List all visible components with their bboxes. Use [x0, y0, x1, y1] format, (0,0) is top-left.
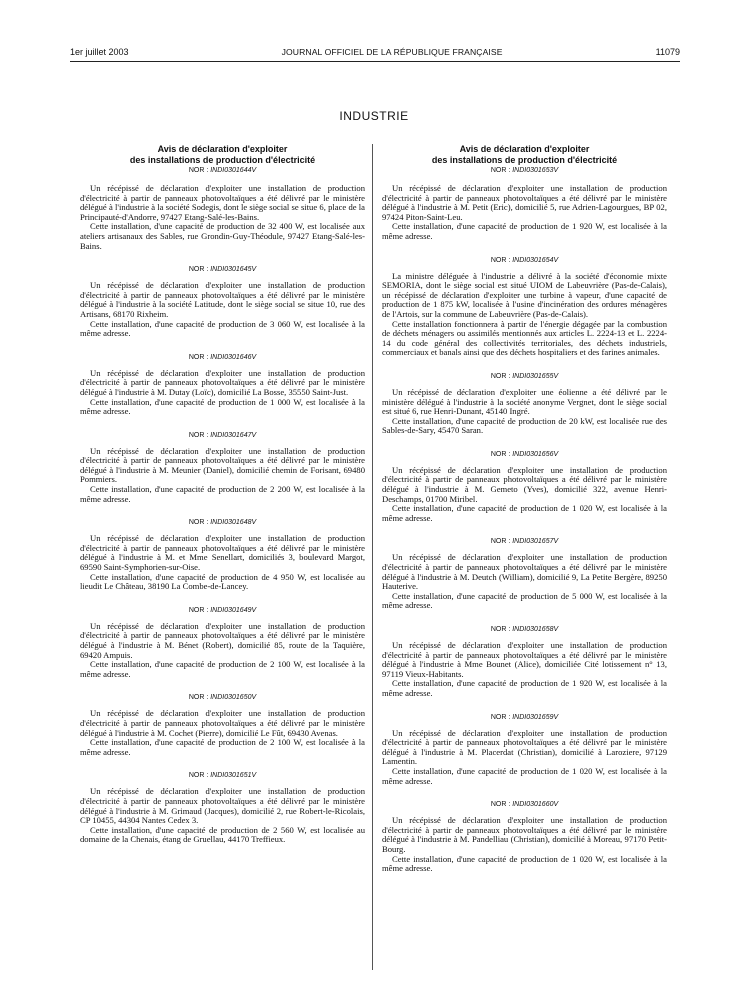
nor-reference [80, 353, 365, 363]
nor-label: NOR : [490, 256, 511, 264]
article-title-line-1: Avis de déclaration d'exploiter [157, 144, 288, 154]
nor-reference [382, 713, 667, 723]
nor-label: NOR : [188, 266, 209, 274]
nor-reference [382, 450, 667, 460]
nor-reference [382, 625, 667, 635]
nor-label: NOR : [188, 606, 209, 614]
column-divider [372, 144, 373, 970]
article-title [80, 144, 365, 165]
notice-paragraph: La ministre déléguée à l'industrie a délivré à la société d'économie mixte SEMORIA, dont le siège social est situé UIOM de Labeuvrière (Pas-de-Calais), un récépissé de déclaration d'exploiter une turbine à vapeur, d'une capacité de production de 1 875 kW, localisée à l'usine d'incinération des ordures ménagères de l'Artois, sur la commune de Labeuvrière (Pas-de-Calais). [382, 270, 667, 319]
notice-paragraph: Cette installation, d'une capacité de production de 2 200 W, est localisée à la même adresse. [80, 484, 365, 504]
page-number: 11079 [655, 47, 680, 57]
notice [382, 166, 667, 242]
nor-reference [80, 771, 365, 781]
nor-label: NOR : [490, 626, 511, 633]
section-title: INDUSTRIE [339, 109, 409, 123]
notice [80, 606, 365, 680]
nor-code: INDI0301656V [512, 450, 559, 458]
notice-paragraph: Un récépissé de déclaration d'exploiter une installation de production d'électricité à partir de panneaux photovoltaïques a été délivré par le ministère délégué à l'industrie à Mme Bounet (Alice), domiciliée Cité lotissement n° 13, 97119 Vieux-Habitants. [382, 640, 667, 679]
nor-code: INDI0301658V [512, 626, 559, 633]
notice-paragraph: Un récépissé de déclaration d'exploiter une installation de production d'électricité à partir de panneaux photovoltaïques a été délivré par le ministère délégué à l'industrie à M. Gemeto (Yves), domicilié 322, avenue Henri-Deschamps, 01700 Miribel. [382, 464, 667, 504]
nor-label: NOR : [188, 167, 209, 174]
notice-paragraph: Un récépissé de déclaration d'exploiter une éolienne a été délivré par le ministère délégué à l'industrie à la société anonyme Vergnet, dont le siège social est situé 6, rue Henri-Dunant, 45140 Ingré. [382, 386, 667, 417]
notice-paragraph: Cette installation, d'une capacité de production de 2 100 W, est localisée à la même adresse. [80, 659, 365, 679]
nor-reference [80, 606, 365, 616]
nor-code: INDI0301654V [512, 256, 559, 264]
nor-code: INDI0301645V [210, 266, 257, 274]
issue-date: 1er juillet 2003 [70, 47, 129, 57]
nor-label: NOR : [490, 372, 511, 380]
notice-paragraph: Un récépissé de déclaration d'exploiter une installation de production d'électricité à partir de panneaux photovoltaïques a été délivré par le ministère délégué à l'industrie à M. Grimaud (Jacques), domicilié 2, rue Robert-le-Ricolais, CP 10455, 44304 Nantes Cedex 3. [80, 786, 365, 826]
nor-label: NOR : [490, 801, 511, 809]
nor-label: NOR : [490, 538, 511, 546]
notice [80, 166, 365, 251]
nor-code: INDI0301646V [210, 353, 257, 361]
notice-paragraph: Un récépissé de déclaration d'exploiter une installation de production d'électricité à partir de panneaux photovoltaïques a été délivré par le ministère délégué à l'industrie à la société Latitude, dont le siège social se situe 10, rue des Artisans, 68170 Rixheim. [80, 280, 365, 319]
nor-code: INDI0301653V [512, 167, 559, 174]
nor-label: NOR : [188, 353, 209, 361]
notice-paragraph: Un récépissé de déclaration d'exploiter une installation de production d'électricité à partir de panneaux photovoltaïques a été délivré par le ministère délégué à l'industrie à M. Placerdat (Christian), domicilié à Laroziere, 97129 Lamentin. [382, 727, 667, 767]
nor-code: INDI0301649V [210, 606, 257, 614]
notice [382, 256, 667, 358]
notice [382, 800, 667, 874]
notice-paragraph: Cette installation, d'une capacité de production de 2 100 W, est localisée à la même adresse. [80, 737, 365, 757]
notice-paragraph: Cette installation, d'une capacité de production de 1 000 W, est localisée à la même adresse. [80, 396, 365, 417]
article-title [382, 144, 667, 165]
notice [80, 431, 365, 505]
nor-reference [382, 166, 667, 176]
nor-reference [382, 372, 667, 382]
nor-label: NOR : [188, 519, 209, 527]
notice-list [80, 166, 365, 845]
nor-code: INDI0301644V [210, 167, 257, 174]
nor-reference [80, 693, 365, 703]
notice-paragraph: Cette installation, d'une capacité de production de 5 000 W, est localisée à la même adresse. [382, 590, 667, 611]
notice-paragraph: Un récépissé de déclaration d'exploiter une installation de production d'électricité à partir de panneaux photovoltaïques a été délivré par le ministère délégué à l'industrie à M. Petit (Eric), domicilié 5, rue Adrien-Lagourgues, BP 02, 97424 Piton-Saint-Leu. [382, 183, 667, 222]
article-title-line-2: des installations de production d'électricité [431, 154, 618, 165]
nor-reference [382, 256, 667, 266]
nor-label: NOR : [188, 772, 209, 780]
notice [382, 372, 667, 436]
article-title-line-2: des installations de production d'électricité [129, 154, 316, 165]
notice-paragraph: Cette installation, d'une capacité de production de 4 950 W, est localisée au lieudit Le Château, 38190 La Combe-de-Lancey. [80, 571, 365, 592]
nor-reference [382, 537, 667, 547]
nor-reference [80, 518, 365, 528]
nor-label: NOR : [490, 450, 511, 458]
notice-paragraph: Un récépissé de déclaration d'exploiter une installation de production d'électricité à partir de panneaux photovoltaïques a été délivré par le ministère délégué à l'industrie à M. Cochet (Pierre), domicilié Le Fût, 69430 Avenas. [80, 708, 365, 738]
header-rule [70, 61, 680, 62]
notice-paragraph: Cette installation, d'une capacité de production de 1 020 W, est localisée à la même adresse. [382, 503, 667, 523]
notice-list [382, 166, 667, 874]
article-title-line-1: Avis de déclaration d'exploiter [459, 144, 590, 154]
notice [80, 518, 365, 592]
notice-paragraph: Un récépissé de déclaration d'exploiter une installation de production d'électricité à partir de panneaux photovoltaïques a été délivré par le ministère délégué à l'industrie à M. Pandelliau (Christian), domicilié à Moreau, 97170 Petit-Bourg. [382, 815, 667, 854]
nor-reference [382, 800, 667, 810]
nor-reference [80, 431, 365, 441]
nor-label: NOR : [188, 694, 209, 702]
notice-paragraph: Cette installation fonctionnera à partir de l'énergie dégagée par la combustion de déchets ménagers ou assimilés mentionnés aux articles L. 2224-13 et L. 2224-14 du code général des collectivités territoriales, des déchets industriels, commerciaux et banals ainsi que des déchets hospitaliers et des farines animales. [382, 318, 667, 358]
notice [382, 537, 667, 611]
notice-paragraph: Cette installation, d'une capacité de production de 1 020 W, est localisée à la même adresse. [382, 853, 667, 874]
nor-code: INDI0301651V [210, 772, 257, 780]
notice [80, 693, 365, 757]
notice [80, 771, 365, 845]
notice-paragraph: Cette installation, d'une capacité de production de 3 060 W, est localisée à la même adresse. [80, 318, 365, 339]
notice [382, 713, 667, 787]
nor-label: NOR : [188, 431, 209, 439]
right-column [382, 144, 667, 874]
nor-reference [80, 166, 365, 176]
nor-label: NOR : [490, 713, 511, 721]
notice-paragraph: Un récépissé de déclaration d'exploiter une installation de production d'électricité à partir de panneaux photovoltaïques a été délivré par le ministère délégué à l'industrie à M. Deutch (William), domicilié 9, La Petite Bergère, 89250 Hauterive. [382, 552, 667, 592]
nor-code: INDI0301660V [512, 801, 559, 809]
notice-paragraph: Cette installation, d'une capacité de production de 20 kW, est localisée rue des Sables-de-Sary, 45470 Saran. [382, 415, 667, 436]
left-column [80, 144, 365, 845]
nor-code: INDI0301648V [210, 519, 257, 527]
notice-paragraph: Cette installation, d'une capacité de production de 1 020 W, est localisée à la même adresse. [382, 765, 667, 786]
nor-label: NOR : [490, 167, 511, 174]
running-header [70, 47, 680, 61]
notice-paragraph: Cette installation, d'une capacité de production de 1 920 W, est localisée à la même adresse. [382, 678, 667, 698]
notice [382, 625, 667, 699]
notice-paragraph: Un récépissé de déclaration d'exploiter une installation de production d'électricité à partir de panneaux photovoltaïques a été délivré par le ministère délégué à l'industrie à la société Sodegis, dont le siège social se situe 6, place de la Principauté-d'Andorre, 97427 Etang-Salé-les-Bains. [80, 183, 365, 222]
notice-paragraph: Un récépissé de déclaration d'exploiter une installation de production d'électricité à partir de panneaux photovoltaïques a été délivré par le ministère délégué à l'industrie à M. et Mme Senellart, domiciliés 3, boulevard Margot, 69590 Saint-Symphorien-sur-Oise. [80, 533, 365, 573]
nor-code: INDI0301657V [512, 538, 559, 546]
notice-paragraph: Cette installation, d'une capacité de production de 1 920 W, est localisée à la même adresse. [382, 221, 667, 241]
nor-code: INDI0301659V [512, 713, 559, 721]
notice [80, 353, 365, 417]
journal-title: JOURNAL OFFICIEL DE LA RÉPUBLIQUE FRANÇAISE [281, 47, 503, 57]
nor-code: INDI0301650V [210, 694, 257, 702]
notice-paragraph: Un récépissé de déclaration d'exploiter une installation de production d'électricité à partir de panneaux photovoltaïques a été délivré par le ministère délégué à l'industrie à M. Bénet (Robert), domicilié 85, route de la Taquière, 69420 Ampuis. [80, 620, 365, 660]
notice-paragraph: Un récépissé de déclaration d'exploiter une installation de production d'électricité à partir de panneaux photovoltaïques a été délivré par le ministère délégué à l'industrie à M. Meunier (Daniel), domicilié chemin de Forisant, 69480 Pommiers. [80, 445, 365, 485]
notice-paragraph: Cette installation, d'une capacité de production de 2 560 W, est localisée au domaine de la Chenais, étang de Gruellau, 44170 Treffieux. [80, 824, 365, 845]
notice [80, 265, 365, 339]
notice [382, 450, 667, 524]
notice-paragraph: Cette installation, d'une capacité de production de 32 400 W, est localisée aux ateliers artisanaux des Sables, rue Grondin-Guy-Théodule, 97427 Etang-Salé-les-Bains. [80, 221, 365, 251]
notice-paragraph: Un récépissé de déclaration d'exploiter une installation de production d'électricité à partir de panneaux photovoltaïques a été délivré par le ministère délégué à l'industrie à M. Dutay (Loïc), domicilié La Bosse, 35550 Saint-Just. [80, 367, 365, 397]
nor-code: INDI0301647V [210, 431, 257, 439]
nor-reference [80, 265, 365, 275]
nor-code: INDI0301655V [512, 372, 559, 380]
